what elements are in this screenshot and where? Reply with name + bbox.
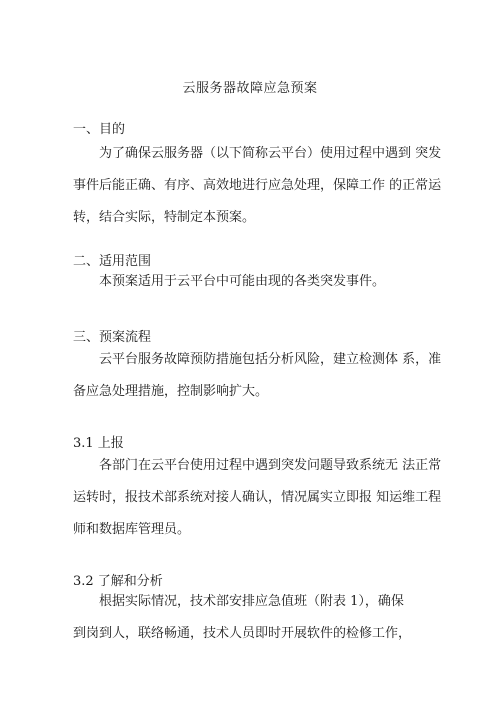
section-heading-purpose: 一、目的: [73, 122, 126, 137]
section-heading-scope: 二、适用范围: [73, 254, 152, 269]
section-body-purpose: [73, 138, 442, 234]
section-body-process: [73, 344, 442, 408]
section-heading-process: 三、预案流程: [73, 330, 152, 345]
paragraph-line: 运转时，报技术部系统对接人确认，情况属实立即报 知运维工程: [73, 490, 442, 505]
document-title: 云服务器故障应急预案: [182, 81, 318, 96]
section-heading-analysis: 3.2 了解和分析: [73, 574, 163, 589]
paragraph-line: 本预案适用于云平台中可能由现的各类突发事件。: [99, 274, 386, 289]
section-body-scope: [73, 266, 433, 298]
paragraph-line: 根据实际情况，技术部安排应急值班（附表 1），确保: [99, 594, 404, 609]
paragraph-line: 云平台服务故障预防措施包括分析风险，建立检测体 系，准: [99, 352, 442, 367]
paragraph-line: 到岗到人，联络畅通，技术人员即时开展软件的检修工作，: [73, 626, 412, 641]
paragraph-line: 为了确保云服务器（以下简称云平台）使用过程中遇到 突发: [99, 146, 442, 161]
paragraph-line: 各部门在云平台使用过程中遇到突发问题导致系统无 法正常: [99, 458, 442, 473]
paragraph-line: 转，结合实际，特制定本预案。: [73, 210, 256, 225]
paragraph-line: 事件后能正确、有序、高效地进行应急处理，保障工作 的正常运: [73, 178, 442, 193]
paragraph-line: 备应急处理措施，控制影响扩大。: [73, 384, 269, 399]
section-heading-report: 3.1 上报: [73, 436, 124, 451]
paragraph-line: 师和数据库管理员。: [73, 522, 191, 537]
section-body-report: [73, 450, 442, 546]
section-body-analysis: [73, 586, 433, 650]
